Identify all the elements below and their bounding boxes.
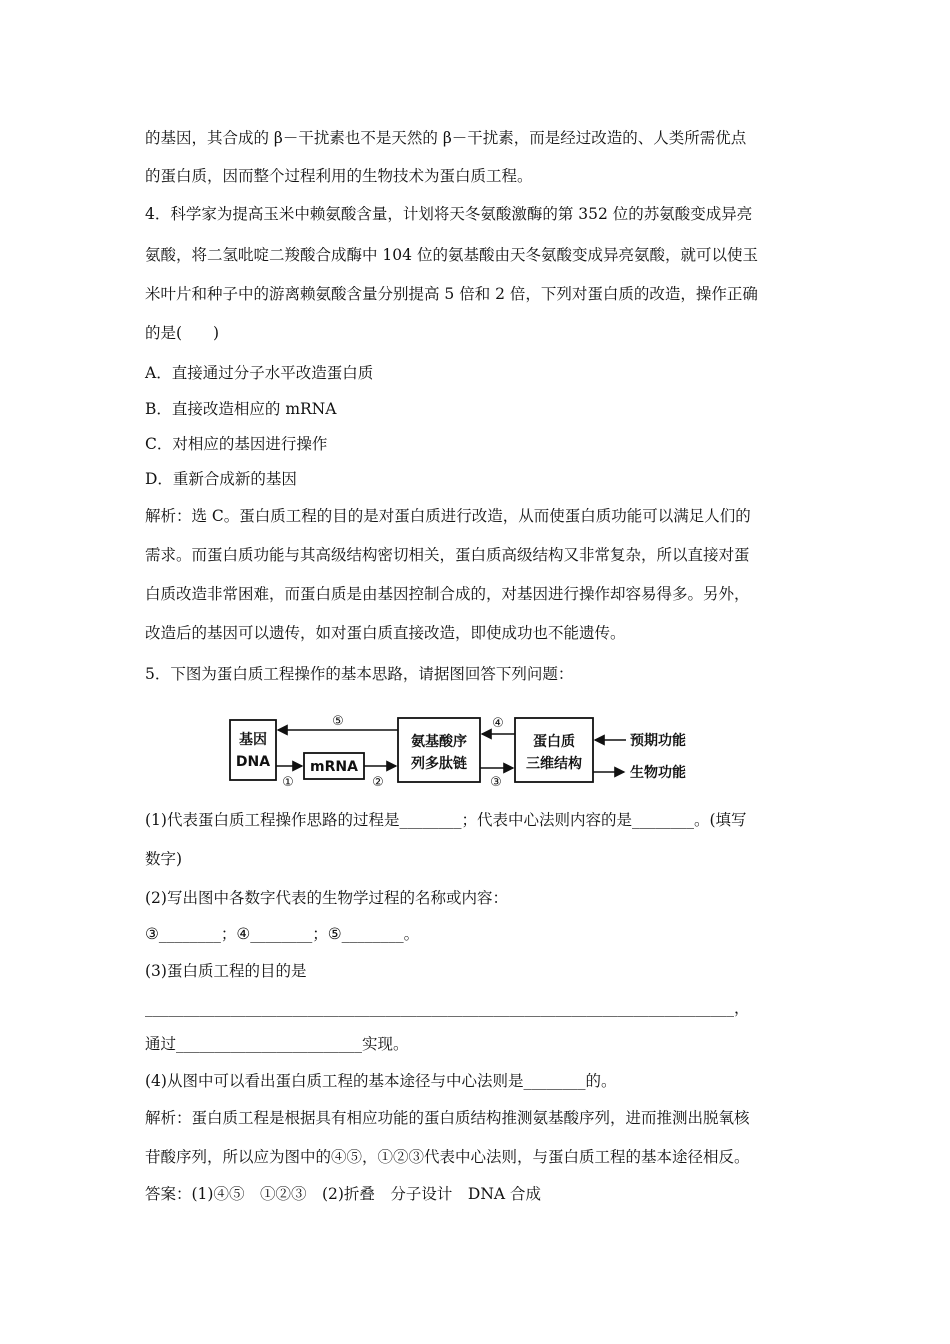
text-line: ③________；④________；⑤________。 [145,925,420,943]
biological-function-label: 生物功能 [630,765,686,781]
answer-line: 答案：(1)④⑤ ①②③ (2)折叠 分子设计 DNA 合成 [145,1185,542,1203]
option-a: A．直接通过分子水平改造蛋白质 [145,364,374,382]
amino-acid-box [398,718,480,782]
protein-label-line1: 蛋白质 [533,734,575,750]
gene-dna-label-line1: 基因 [239,732,267,748]
analysis-line: 改造后的基因可以遗传，如对蛋白质直接改造，即使成功也不能遗传。 [145,624,626,642]
label-4: ④ [492,716,504,731]
label-5: ⑤ [332,714,344,729]
analysis-line: 白质改造非常困难，而蛋白质是由基因控制合成的，对基因进行操作却容易得多。另外， [145,585,750,603]
text-line: 氨酸，将二氢吡啶二羧酸合成酶中 104 位的氨基酸由天冬氨酸变成异亮氨酸，就可以使玉 [145,246,758,264]
text-line: 的蛋白质，因而整个过程利用的生物技术为蛋白质工程。 [145,167,533,185]
analysis-line: 解析：蛋白质工程是根据具有相应功能的蛋白质结构推测氨基酸序列，进而推测出脱氧核 [145,1109,750,1127]
analysis-line: 需求。而蛋白质功能与其高级结构密切相关，蛋白质高级结构又非常复杂，所以直接对蛋 [145,546,750,564]
label-1: ① [282,775,294,790]
mrna-label: mRNA [310,759,358,775]
gene-dna-label-line2: DNA [235,754,271,770]
text-line: 的是( ) [145,324,220,342]
answer-blank-line: ____________________________________________________________________________， [145,999,750,1017]
protein-engineering-diagram [228,710,728,790]
analysis-line: 解析：选 C。蛋白质工程的目的是对蛋白质进行改造，从而使蛋白质功能可以满足人们的 [145,507,751,525]
expected-function-label: 预期功能 [630,733,686,749]
analysis-line: 苷酸序列，所以应为图中的④⑤，①②③代表中心法则，与蛋白质工程的基本途径相反。 [145,1148,750,1166]
label-3: ③ [490,775,502,790]
question-4-stem: 4．科学家为提高玉米中赖氨酸含量，计划将天冬氨酸激酶的第 352 位的苏氨酸变成异亮 [145,205,753,223]
label-2: ② [372,775,384,790]
amino-acid-label-line2: 列多肽链 [411,756,467,772]
option-b: B．直接改造相应的 mRNA [145,400,337,418]
sub-question-1: (1)代表蛋白质工程操作思路的过程是________；代表中心法则内容的是________。(填写 [145,811,747,829]
gene-dna-box [230,720,276,780]
text-line: 通过________________________实现。 [145,1035,409,1053]
text-line: 数字) [145,850,183,868]
amino-acid-label-line1: 氨基酸序 [411,734,467,750]
sub-question-3: (3)蛋白质工程的目的是 [145,962,307,980]
question-5-stem: 5．下图为蛋白质工程操作的基本思路，请据图回答下列问题： [145,665,574,683]
sub-question-4: (4)从图中可以看出蛋白质工程的基本途径与中心法则是________的。 [145,1072,617,1090]
protein-label-line2: 三维结构 [526,756,582,772]
sub-question-2: (2)写出图中各数字代表的生物学过程的名称或内容： [145,889,508,907]
text-line: 米叶片和种子中的游离赖氨酸含量分别提高 5 倍和 2 倍，下列对蛋白质的改造，操作正确 [145,285,758,303]
option-c: C．对相应的基因进行操作 [145,435,328,453]
text-line: 的基因，其合成的 β－干扰素也不是天然的 β－干扰素，而是经过改造的、人类所需优点 [145,129,747,147]
option-d: D．重新合成新的基因 [145,470,297,488]
protein-box [515,718,593,782]
